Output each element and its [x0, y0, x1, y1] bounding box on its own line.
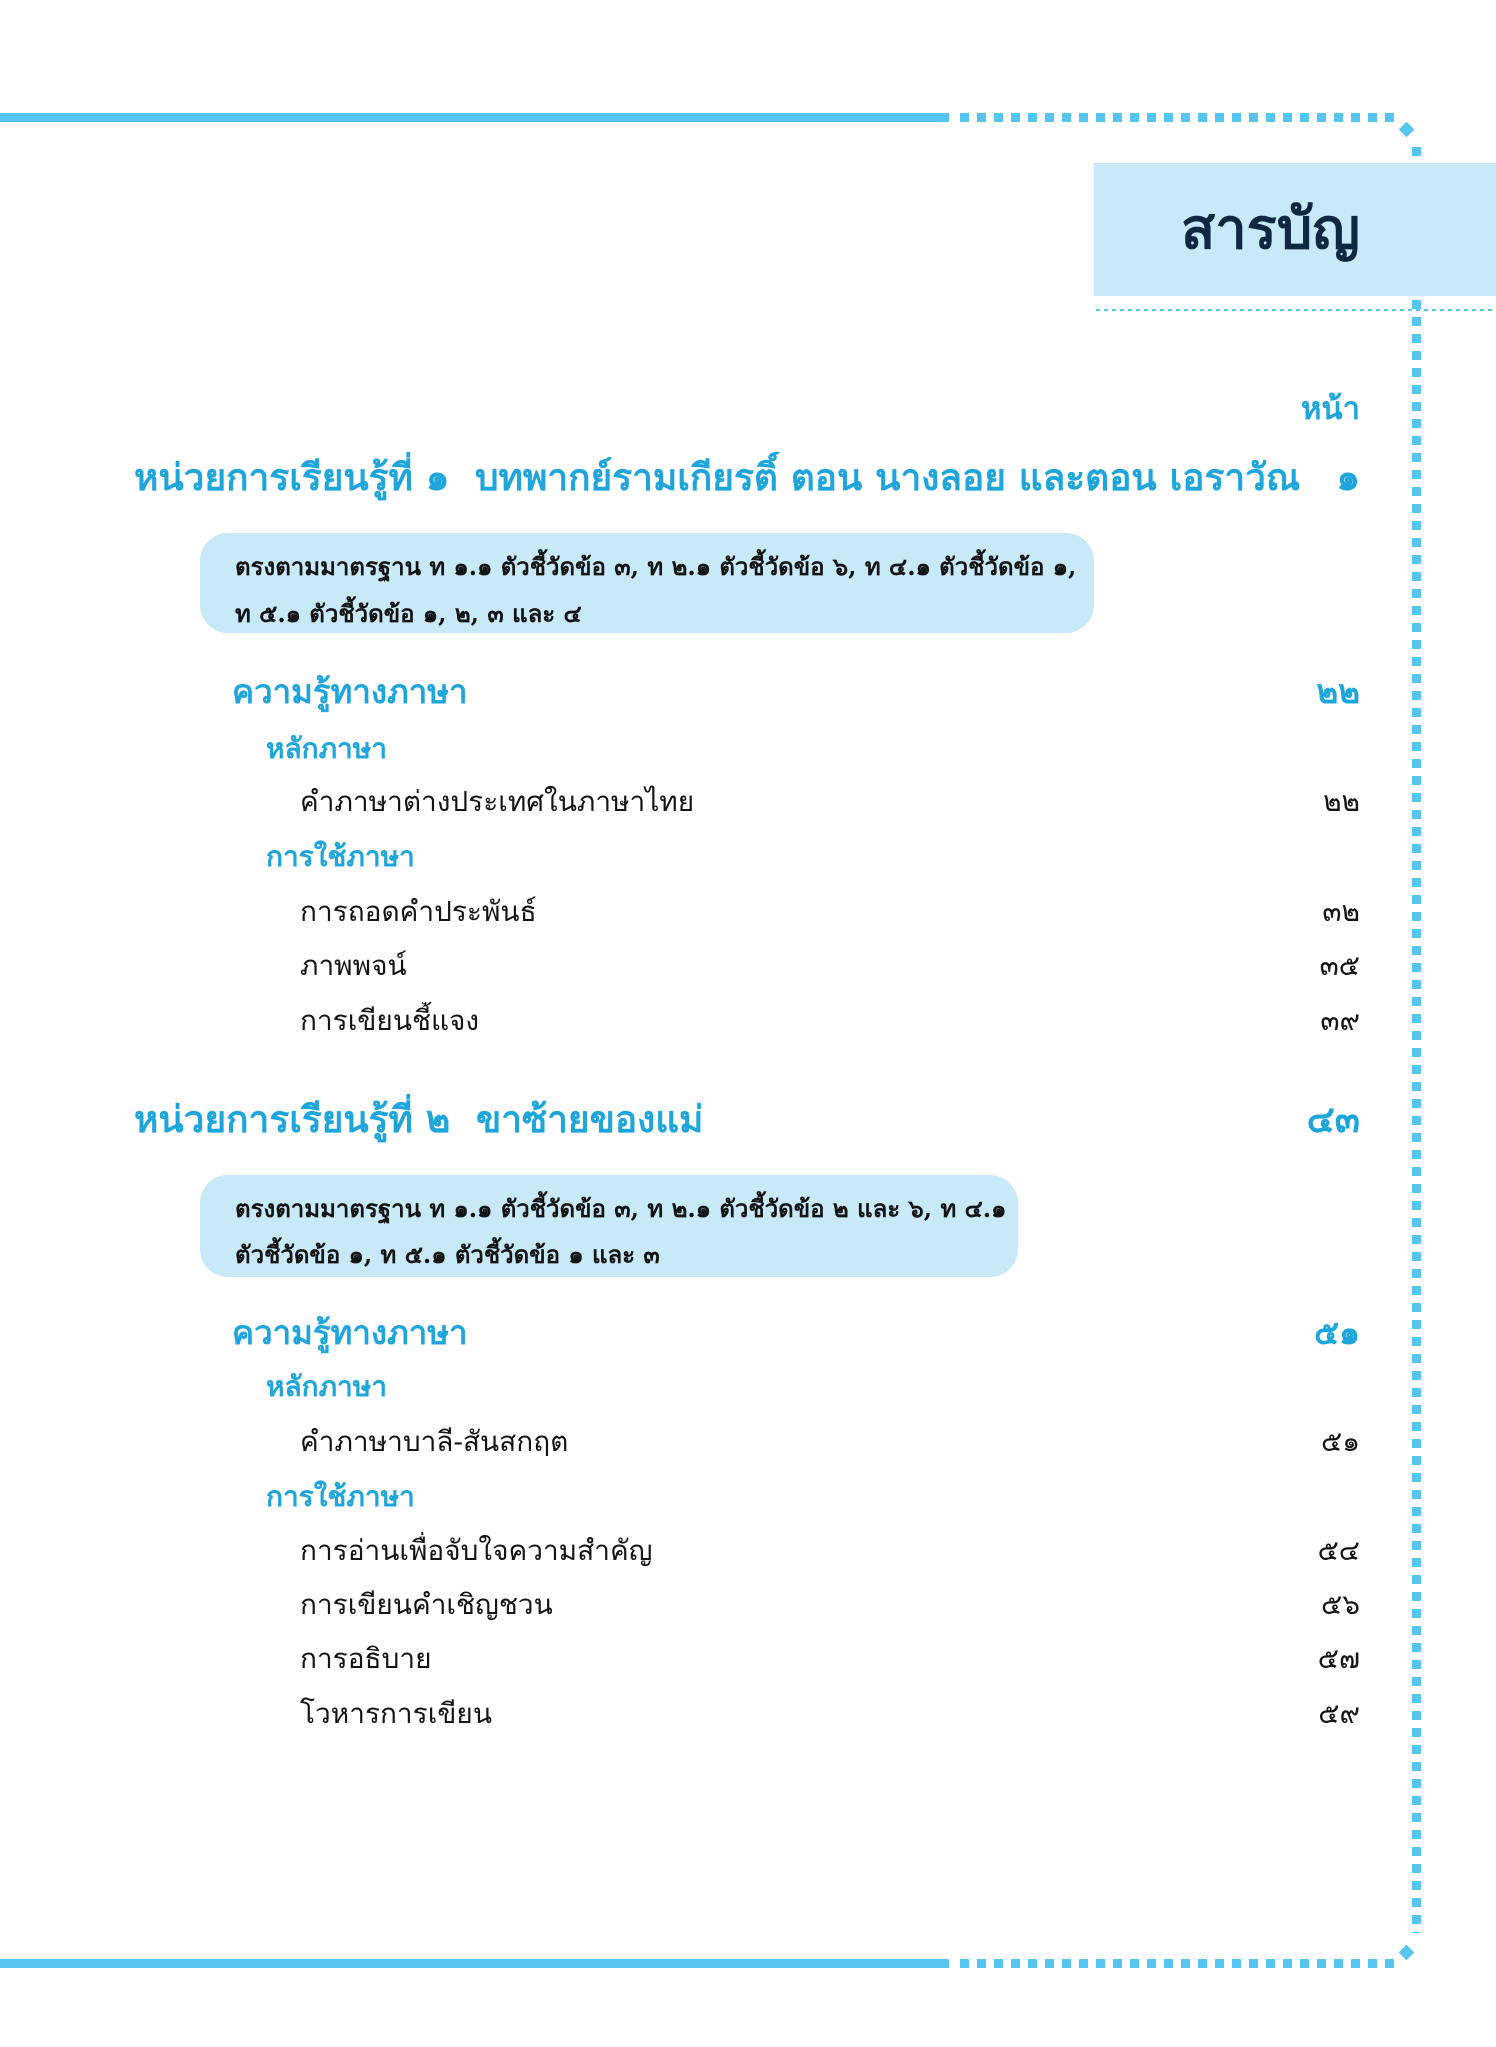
top-border-dots: [960, 113, 1396, 122]
standards-box: [200, 1175, 1018, 1277]
toc-item-label: การอธิบาย: [300, 1642, 432, 1675]
unit-page-number: ๔๓: [1306, 1097, 1360, 1141]
toc-item-page-number: ๕๔: [1317, 1534, 1360, 1567]
toc-item-row[interactable]: [300, 1695, 1360, 1733]
toc-item-row[interactable]: [300, 1002, 1360, 1040]
section-page-number: ๒๒: [1316, 672, 1360, 711]
toc-item-row[interactable]: [300, 1640, 1360, 1678]
top-border-solid: [0, 113, 949, 122]
bottom-border-dots: [960, 1959, 1396, 1968]
section-row[interactable]: [232, 670, 1360, 714]
section-row[interactable]: [232, 1311, 1360, 1355]
toc-item-page-number: ๒๒: [1323, 785, 1360, 818]
toc-item-row[interactable]: [300, 947, 1360, 985]
toc-item-page-number: ๓๙: [1320, 1004, 1360, 1037]
toc-item-label: การเขียนคำเชิญชวน: [300, 1588, 553, 1621]
title-box: [1094, 163, 1496, 296]
top-corner-diamond: [1399, 122, 1415, 138]
toc-item-page-number: ๕๖: [1321, 1588, 1360, 1621]
bottom-corner-diamond: [1399, 1945, 1415, 1961]
section-label: ความรู้ทางภาษา: [232, 1313, 468, 1352]
unit-page-number: ๑: [1336, 455, 1360, 499]
bottom-border-solid: [0, 1959, 949, 1968]
toc-item-label: การถอดคำประพันธ์: [300, 895, 537, 928]
toc-item-label: โวหารการเขียน: [300, 1697, 492, 1730]
standards-line: ตรงตามมาตรฐาน ท ๑.๑ ตัวชี้วัดข้อ ๓, ท ๒.๑ ตัวชี้วัดข้อ ๒ และ ๖, ท ๔.๑: [235, 1194, 1007, 1223]
section-label: ความรู้ทางภาษา: [232, 672, 468, 711]
group-label: หลักภาษา: [266, 732, 387, 765]
toc-item-label: คำภาษาต่างประเทศในภาษาไทย: [300, 785, 695, 818]
group-label: การใช้ภาษา: [266, 1480, 415, 1513]
toc-item-label: ภาพพจน์: [300, 949, 407, 982]
toc-item-page-number: ๕๙: [1318, 1697, 1360, 1730]
toc-item-page-number: ๕๗: [1317, 1642, 1360, 1675]
unit-heading: หน่วยการเรียนรู้ที่ ๑ บทพากย์รามเกียรติ์ ตอน นางลอย และตอน เอราวัณ: [134, 455, 1300, 499]
toc-item-page-number: ๓๒: [1322, 895, 1360, 928]
section-page-number: ๕๑: [1314, 1313, 1360, 1352]
toc-item-label: การเขียนชี้แจง: [300, 1004, 480, 1037]
standards-line: ท ๕.๑ ตัวชี้วัดข้อ ๑, ๒, ๓ และ ๔: [235, 599, 582, 628]
standards-line: ตรงตามมาตรฐาน ท ๑.๑ ตัวชี้วัดข้อ ๓, ท ๒.๑ ตัวชี้วัดข้อ ๖, ท ๔.๑ ตัวชี้วัดข้อ ๑,: [235, 552, 1077, 581]
standards-line: ตัวชี้วัดข้อ ๑, ท ๕.๑ ตัวชี้วัดข้อ ๑ และ ๓: [235, 1240, 660, 1269]
title-underline-dots: [1096, 309, 1496, 311]
right-border-dots: [1412, 147, 1421, 1933]
toc-item-label: คำภาษาบาลี-สันสกฤต: [300, 1425, 569, 1458]
toc-item-page-number: ๕๑: [1321, 1425, 1360, 1458]
toc-item-row[interactable]: [300, 1532, 1360, 1570]
toc-item-label: การอ่านเพื่อจับใจความสำคัญ: [300, 1534, 653, 1567]
toc-item-row[interactable]: [300, 1423, 1360, 1461]
toc-item-row[interactable]: [300, 783, 1360, 821]
unit-heading-row[interactable]: [134, 452, 1360, 502]
toc-item-row[interactable]: [300, 1586, 1360, 1624]
unit-heading-row[interactable]: [134, 1094, 1360, 1144]
page-title: สารบัญ: [1181, 197, 1360, 262]
standards-box: [200, 533, 1094, 633]
page-column-label: หน้า: [1300, 391, 1360, 427]
unit-heading: หน่วยการเรียนรู้ที่ ๒ ขาซ้ายของแม่: [134, 1097, 704, 1141]
toc-item-page-number: ๓๕: [1319, 949, 1360, 982]
group-label: การใช้ภาษา: [266, 840, 415, 873]
toc-item-row[interactable]: [300, 893, 1360, 931]
group-label: หลักภาษา: [266, 1370, 387, 1403]
